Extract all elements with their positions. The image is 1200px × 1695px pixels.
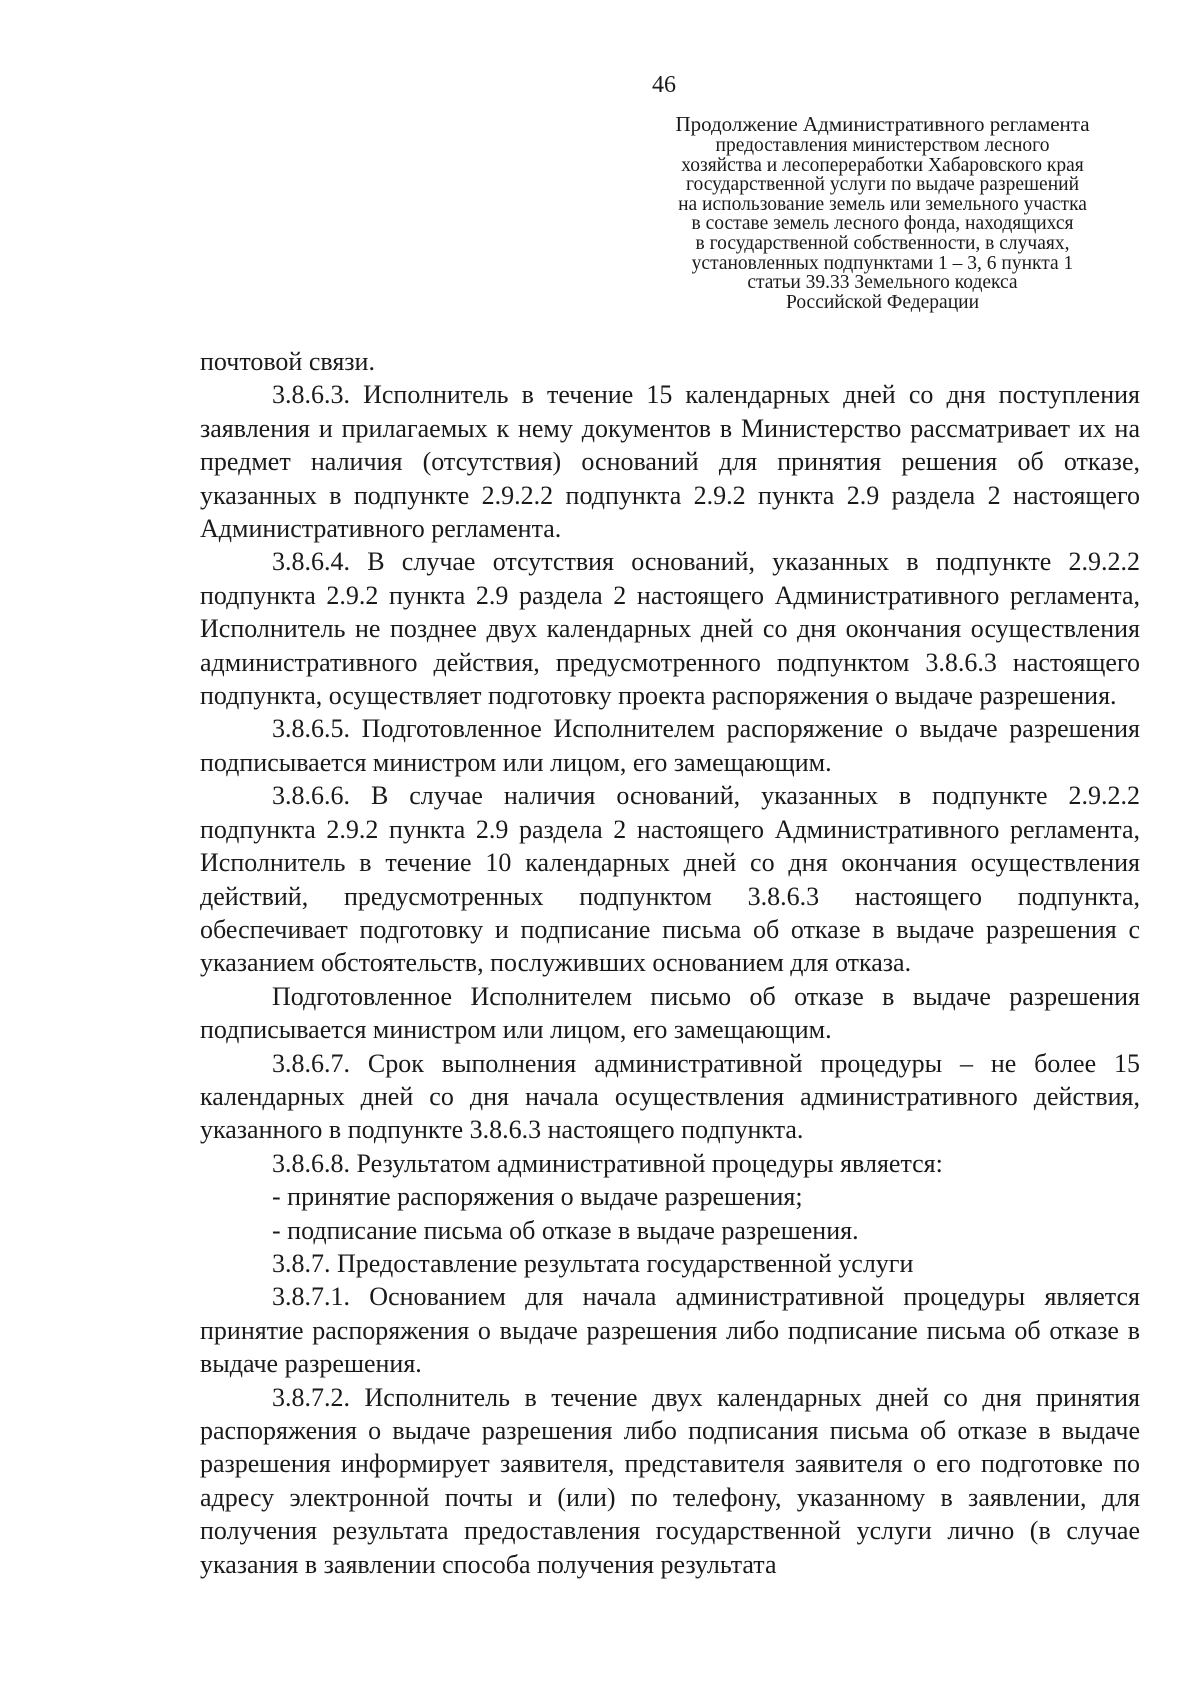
section-heading-3-8-7: 3.8.7. Предоставление результата государственной услуги: [272, 1248, 914, 1278]
header-line: в составе земель лесного фонда, находящихся: [691, 213, 1074, 235]
paragraph-3-8-6-4: 3.8.6.4. В случае отсутствия оснований, указанных в подпункте 2.9.2.2 подпункта 2.9.2 пункта 2.9 раздела 2 настоящего Административного регламента, Исполнитель не позднее двух календарных дней со дня окончания осуществления административного действия, предусмотренного подпунктом 3.8.6.3 настоящего подпункта, осуществляет подготовку проекта распоряжения о выдаче разрешения.: [200, 547, 1140, 711]
paragraph-3-8-6-7: 3.8.6.7. Срок выполнения административной процедуры – не более 15 календарных дней со дня начала осуществления административного действия, указанного в подпункте 3.8.6.3 настоящего подпункта.: [200, 1048, 1140, 1145]
paragraph-3-8-6-6: 3.8.6.6. В случае наличия оснований, указанных в подпункте 2.9.2.2 подпункта 2.9.2 пункта 2.9 раздела 2 настоящего Административного регламента, Исполнитель в течение 10 календарных дней со дня окончания осуществления действий, предусмотренных подпунктом 3.8.6.3 настоящего подпункта, обеспечивает подготовку и подписание письма об отказе в выдаче разрешения с указанием обстоятельств, послуживших основанием для отказа.: [200, 781, 1140, 978]
paragraph-3-8-6-8: 3.8.6.8. Результатом административной процедуры является:: [272, 1148, 943, 1178]
paragraph-3-8-7-1: 3.8.7.1. Основанием для начала административной процедуры является принятие распоряжения о выдаче разрешения либо подписание письма об отказе в выдаче разрешения.: [200, 1282, 1140, 1379]
paragraph-refusal-letter: Подготовленное Исполнителем письмо об отказе в выдаче разрешения подписывается министром или лицом, его замещающим.: [200, 981, 1140, 1045]
header-line: на использование земель или земельного участка: [678, 193, 1087, 215]
list-item: - принятие распоряжения о выдаче разрешения;: [272, 1182, 803, 1212]
paragraph-3-8-6-3: 3.8.6.3. Исполнитель в течение 15 календарных дней со дня поступления заявления и прилагаемых к нему документов в Министерство рассматривает их на предмет наличия (отсутствия) оснований для принятия решения об отказе, указанных в подпункте 2.9.2.2 подпункта 2.9.2 пункта 2.9 раздела 2 настоящего Административного регламента.: [200, 380, 1140, 544]
paragraph-3-8-7-2: 3.8.7.2. Исполнитель в течение двух календарных дней со дня принятия распоряжения о выдаче разрешения либо подписания письма об отказе в выдаче разрешения информирует заявителя, представителя заявителя о его подготовке по адресу электронной почты и (или) по телефону, указанному в заявлении, для получения результата предоставления государственной услуги лично (в случае указания в заявлении способа получения результата: [200, 1382, 1140, 1579]
header-line: Продолжение Административного регламента: [675, 112, 1090, 136]
header-line: статьи 39.33 Земельного кодекса: [747, 272, 1018, 294]
paragraph-3-8-6-5: 3.8.6.5. Подготовленное Исполнителем распоряжение о выдаче разрешения подписывается министром или лицом, его замещающим.: [200, 714, 1140, 777]
header-line: Российской Федерации: [785, 291, 980, 313]
header-line: хозяйства и лесопереработки Хабаровского края: [681, 154, 1084, 176]
header-line: государственной услуги по выдаче разрешений: [685, 174, 1080, 196]
document-body: [200, 345, 1140, 1581]
header-line: в государственной собственности, в случаях,: [695, 232, 1070, 254]
header-line: предоставления министерством лесного: [715, 135, 1050, 156]
header-line: установленных подпунктами 1 – 3, 6 пункта 1: [691, 252, 1074, 274]
paragraph-continuation: почтовой связи.: [200, 347, 375, 376]
list-item: - подписание письма об отказе в выдаче разрешения.: [272, 1215, 859, 1245]
page-number: 46: [652, 72, 676, 98]
document-header: [630, 112, 1135, 312]
